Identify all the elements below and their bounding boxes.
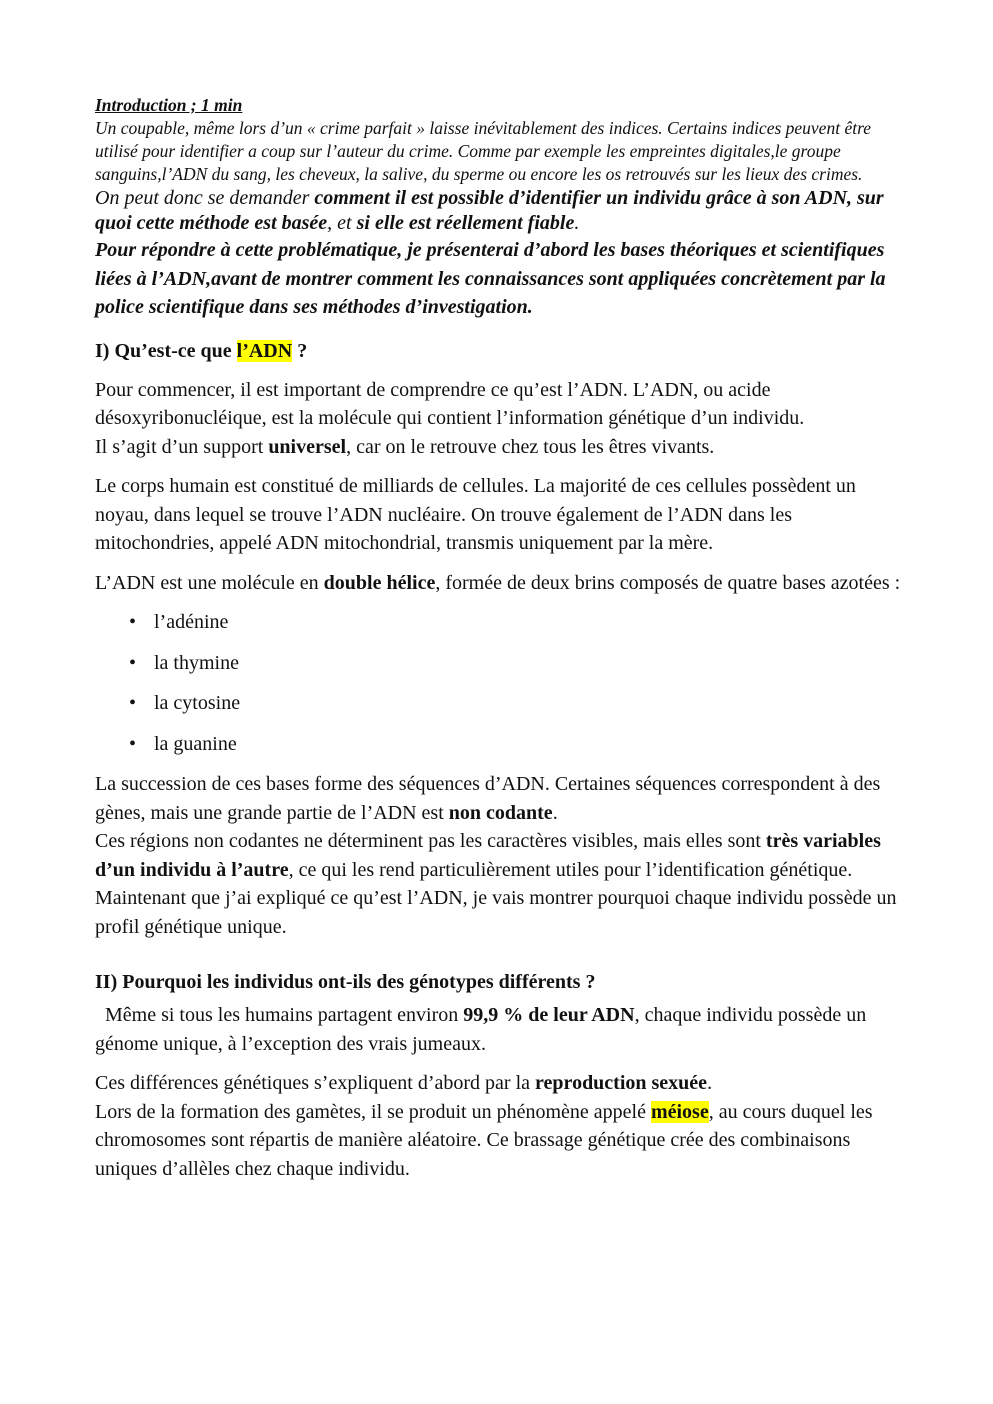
s1-p4-d: , ce qui les rend particulièrement utiles pour l’identification génétique. Maintenant que j’ai expliqué ce qu’est l’ADN, je vais montrer pourquoi chaque individu possède un profil génétique unique.: [95, 858, 897, 938]
s2-p2-c: Lors de la formation des gamètes, il se produit un phénomène appelé: [95, 1100, 651, 1123]
bases-list: [95, 608, 905, 758]
section1-heading: [95, 336, 905, 366]
section1-heading-a: I) Qu’est-ce que: [95, 339, 237, 362]
base-label: la thymine: [154, 651, 239, 674]
s1-p3-b: , formée de deux brins composés de quatre bases azotées :: [435, 571, 901, 594]
bullet-icon: •: [129, 732, 137, 755]
intro-question-b: comment il est possible d’identifier un individu grâce à son ADN: [314, 187, 848, 209]
s1-p3-a: L’ADN est une molécule en: [95, 571, 324, 594]
section1-heading-b: ?: [292, 339, 308, 362]
bullet-icon: •: [129, 651, 137, 674]
section1-paragraph-3: [95, 569, 905, 598]
intro-title: Introduction ; 1 min: [95, 95, 243, 115]
list-item: [129, 608, 905, 636]
s2-p2-bold: reproduction sexuée: [535, 1072, 708, 1094]
s1-p4-bold2: très variables d’un individu à l’autre: [95, 830, 881, 881]
intro-question: [95, 186, 905, 236]
intro-text: Un coupable, même lors d’un « crime parfait » laisse inévitablement des indices. Certains indices peuvent être utilisé pour identifier a coup sur l’auteur du crime. Comme par exemple les empreintes digitales,le groupe sanguins,l’ADN du sang, les cheveux, la salive, du sperme ou encore les os retrouvés sur les lieux des crimes.: [95, 118, 871, 184]
s1-p1-c: , car on le retrouve chez tous les êtres vivants.: [346, 435, 715, 458]
s2-p1-b: , chaque individu possède un génome unique, à l’exception des vrais jumeaux.: [95, 1004, 872, 1055]
section2-paragraph-2: [95, 1069, 905, 1183]
s2-p2-b: .: [707, 1072, 713, 1094]
intro-plan: Pour répondre à cette problématique, je présenterai d’abord les bases théoriques et scientifiques liées à l’ADN,avant de montrer comment les connaissances sont appliquées concrètement par la police scientifique dans ses méthodes d’investigation.: [95, 239, 886, 318]
s2-p2-d: , au cours duquel les chromosomes sont répartis de manière aléatoire. Ce brassage génétique crée des combinaisons uniques d’allèles chez chaque individu.: [95, 1100, 873, 1180]
list-item: [129, 649, 905, 677]
base-label: la cytosine: [154, 692, 241, 714]
section2-heading: II) Pourquoi les individus ont-ils des génotypes différents ?: [95, 971, 596, 993]
s1-p4-bold: non codante: [448, 801, 553, 824]
base-label: l’adénine: [154, 611, 229, 633]
intro-question-c: ,: [847, 187, 858, 209]
section1-paragraph-2: Le corps humain est constitué de milliards de cellules. La majorité de ces cellules possèdent un noyau, dans lequel se trouve l’ADN nucléaire. On trouve également de l’ADN dans les mitochondries, appelé ADN mitochondrial, transmis uniquement par la mère.: [95, 475, 856, 554]
intro-question-a: On peut donc se demander: [95, 187, 315, 209]
bullet-icon: •: [129, 611, 137, 633]
document-page: [95, 94, 905, 1194]
list-item: [129, 730, 905, 758]
s1-p1-b: Il s’agit d’un support: [95, 435, 269, 458]
bullet-icon: •: [129, 692, 137, 714]
s1-p1-a: Pour commencer, il est important de comprendre ce qu’est l’ADN. L’ADN, ou acide désoxyribonucléique, est la molécule qui contient l’information génétique d’un individu.: [95, 378, 805, 429]
intro-question-e: , et: [327, 212, 357, 234]
s1-p4-c: Ces régions non codantes ne déterminent pas les caractères visibles, mais elles sont: [95, 830, 766, 852]
s2-p1-a: Même si tous les humains partagent environ: [95, 1004, 464, 1026]
s1-p4-a: La succession de ces bases forme des séquences d’ADN. Certaines séquences correspondent à des gènes, mais une grande partie de l’ADN est: [95, 773, 881, 824]
section2-paragraph-1: [95, 1001, 905, 1058]
section1-heading-highlight: l’ADN: [236, 339, 293, 362]
section2: [95, 967, 905, 1183]
list-item: [129, 689, 905, 717]
s1-p3-bold: double hélice: [323, 571, 436, 594]
intro-question-g: .: [574, 212, 580, 234]
s1-p4-b: .: [552, 801, 558, 824]
base-label: la guanine: [154, 732, 237, 755]
section1-paragraph-4: [95, 770, 905, 941]
intro-question-d: sur quoi cette méthode est basée: [95, 187, 884, 234]
s1-p1-bold: universel: [268, 435, 347, 458]
section1-paragraph-1: [95, 376, 905, 462]
s2-p2-highlight: méiose: [650, 1100, 709, 1123]
s2-p1-bold: 99,9 % de leur ADN: [463, 1004, 635, 1026]
intro-question-f: si elle est réellement fiable: [356, 212, 575, 234]
s2-p2-a: Ces différences génétiques s’expliquent d’abord par la: [95, 1072, 536, 1094]
